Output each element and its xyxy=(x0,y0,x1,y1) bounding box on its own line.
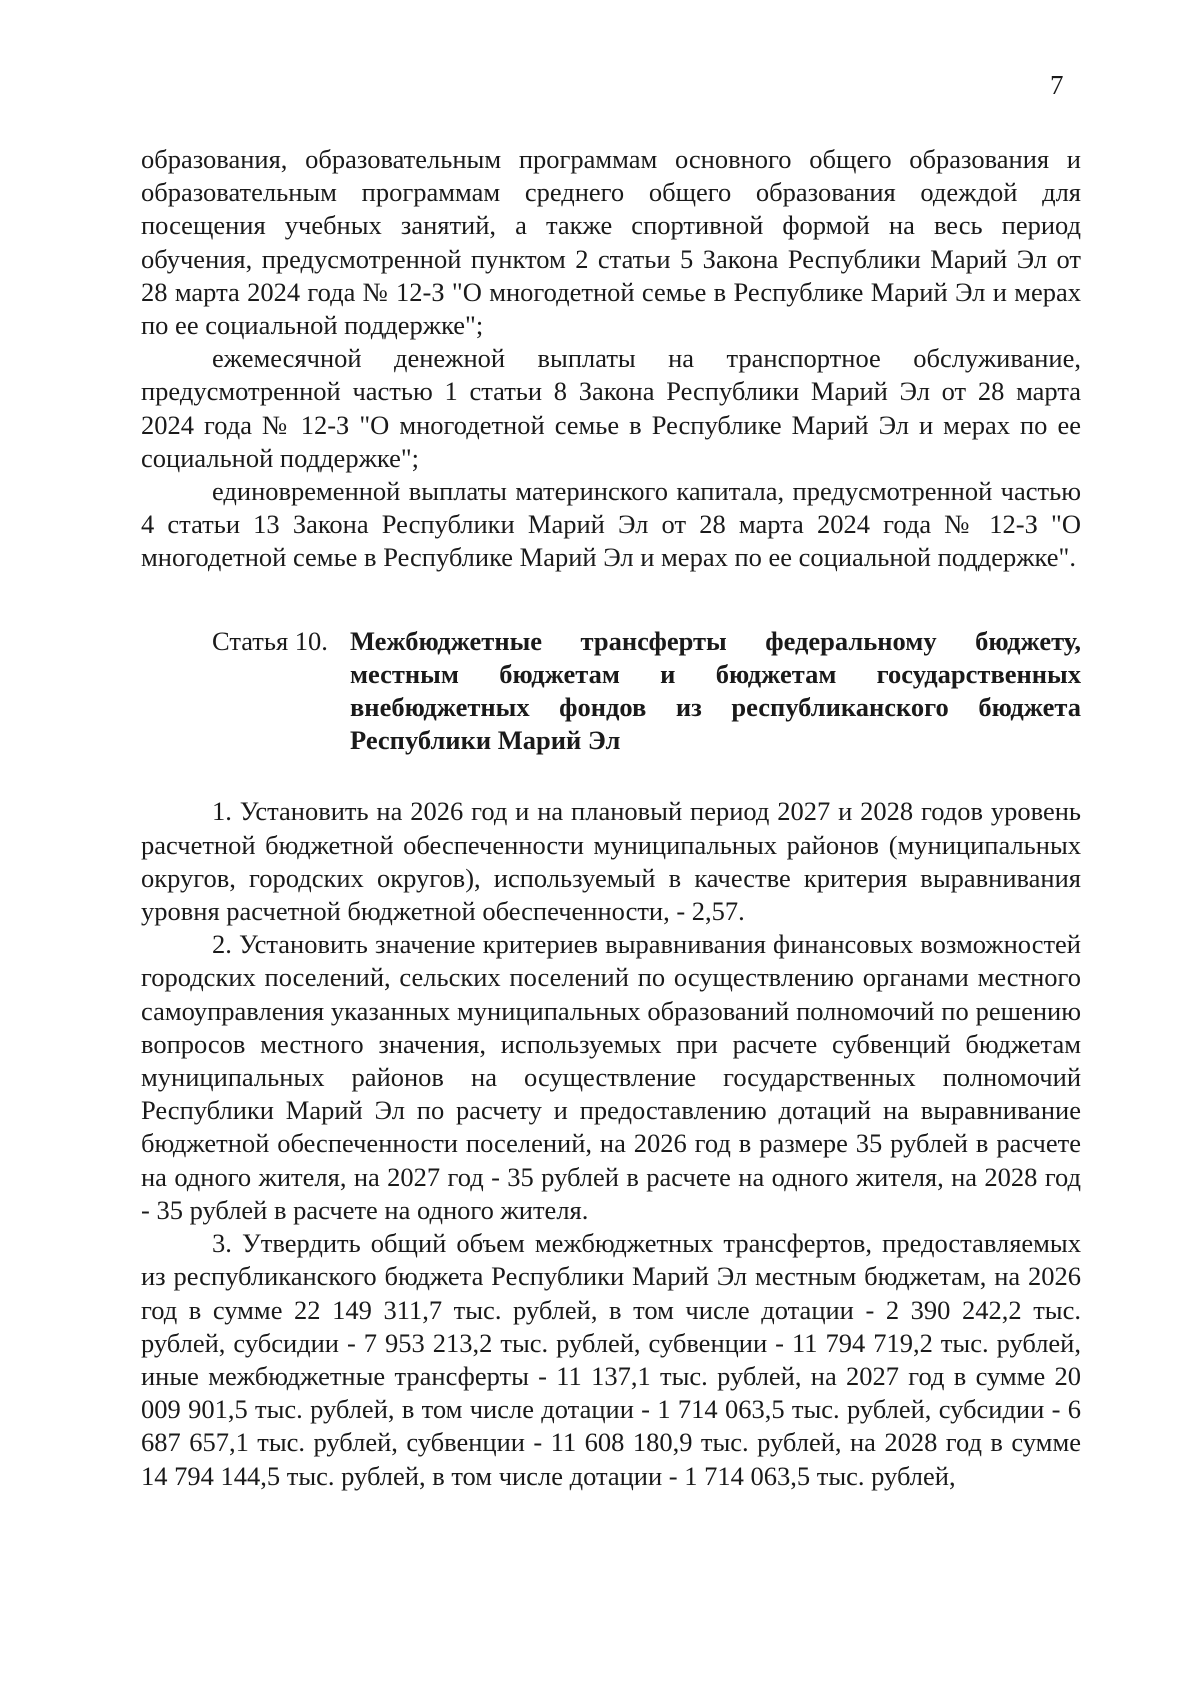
clause-2: 2. Установить значение критериев выравнивания финансовых возможностей городских поселений, сельских поселений по осуществлению органами местного самоуправления указанных муниципальных образований полномочий по решению вопросов местного значения, используемых при расчете субвенций бюджетам муниципальных районов на осуществление государственных полномочий Республики Марий Эл по расчету и предоставлению дотаций на выравнивание бюджетной обеспеченности поселений, на 2026 год в размере 35 рублей в расчете на одного жителя, на 2027 год - 35 рублей в расчете на одного жителя, на 2028 год - 35 рублей в расчете на одного жителя. xyxy=(141,929,1081,1225)
paragraph-maternity-capital: единовременной выплаты материнского капитала, предусмотренной частью 4 статьи 13 Закона Республики Марий Эл от 28 марта 2024 года № 12-З "О многодетной семье в Республике Марий Эл и мерах по ее социальной поддержке". xyxy=(141,476,1081,573)
article-heading xyxy=(141,625,1081,758)
document-body xyxy=(141,143,1081,1493)
clause-3: 3. Утвердить общий объем межбюджетных трансфертов, предоставляемых из республиканского бюджета Республики Марий Эл местным бюджетам, на 2026 год в сумме 22 149 311,7 тыс. рублей, в том числе дотации - 2 390 242,2 тыс. рублей, субсидии - 7 953 213,2 тыс. рублей, субвенции - 11 794 719,2 тыс. рублей, иные межбюджетные трансферты - 11 137,1 тыс. рублей, на 2027 год в сумме 20 009 901,5 тыс. рублей, в том числе дотации - 1 714 063,5 тыс. рублей, субсидии - 6 687 657,1 тыс. рублей, субвенции - 11 608 180,9 тыс. рублей, на 2028 год в сумме 14 794 144,5 тыс. рублей, в том числе дотации - 1 714 063,5 тыс. рублей, xyxy=(141,1228,1081,1491)
clause-1: 1. Установить на 2026 год и на плановый период 2027 и 2028 годов уровень расчетной бюджетной обеспеченности муниципальных районов (муниципальных округов, городских округов), используемый в качестве критерия выравнивания уровня расчетной бюджетной обеспеченности, - 2,57. xyxy=(141,796,1081,927)
paragraph-continuation: образования, образовательным программам основного общего образования и образовательным программам среднего общего образования одеждой для посещения учебных занятий, а также спортивной формой на весь период обучения, предусмотренной пунктом 2 статьи 5 Закона Республики Марий Эл от 28 марта 2024 года № 12-З "О многодетной семье в Республике Марий Эл и мерах по ее социальной поддержке"; xyxy=(141,144,1081,341)
page-number: 7 xyxy=(1050,70,1064,100)
paragraph-transport-payment: ежемесячной денежной выплаты на транспортное обслуживание, предусмотренной частью 1 статьи 8 Закона Республики Марий Эл от 28 марта 2024 года № 12-З "О многодетной семье в Республике Марий Эл и мерах по ее социальной поддержке"; xyxy=(141,343,1081,473)
article-title: Межбюджетные трансферты федеральному бюджету, местным бюджетам и бюджетам государственных внебюджетных фондов из республиканского бюджета Республики Марий Эл xyxy=(350,625,1081,756)
article-label: Статья 10. xyxy=(212,625,328,656)
